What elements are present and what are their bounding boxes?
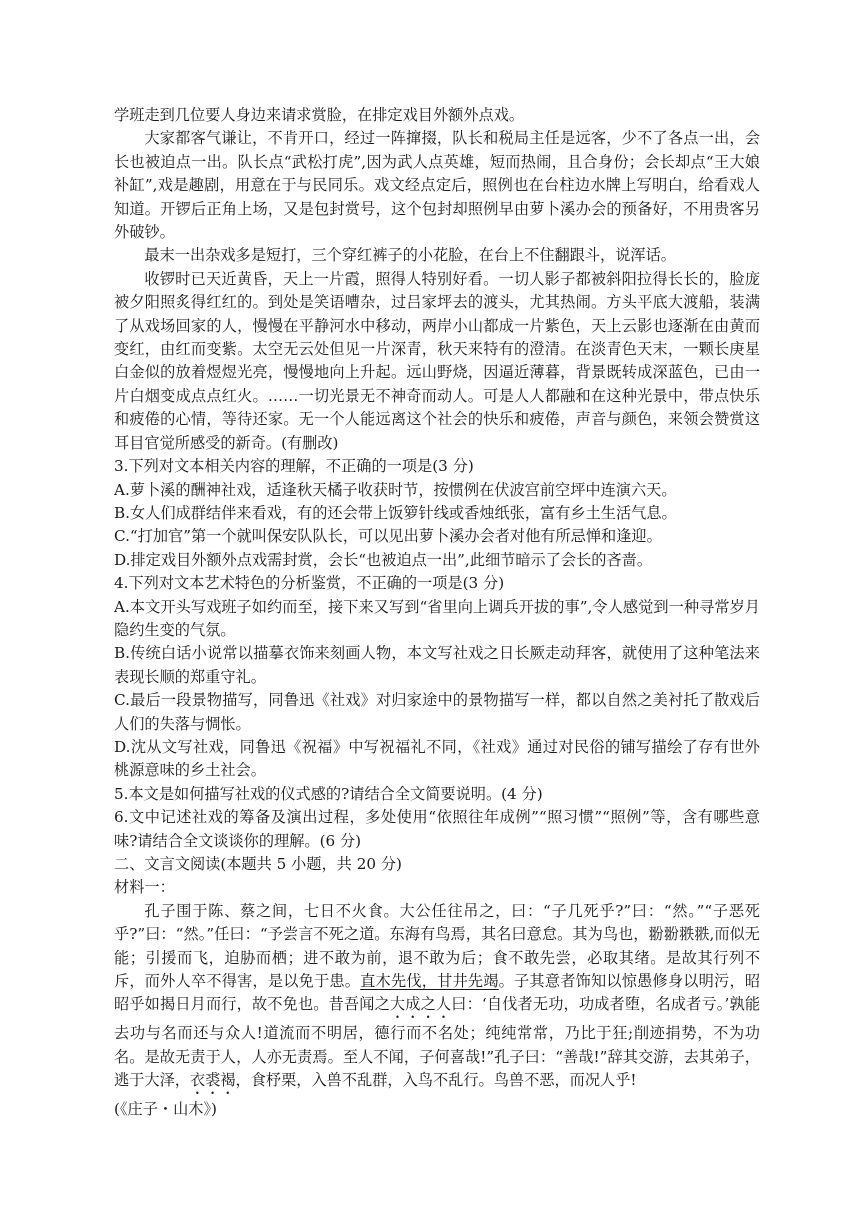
source-citation: (《庄子・山木》): [114, 1100, 217, 1119]
passage-paragraph: 大家都客气谦让，不肯开口，经过一阵撺掇，队长和税局主任是远客，少不了各点一出，会长也被迫点一出。队长点“武松打虎”,因为武人点英雄，短而热闹，且合身份；会长却点“王大娘补缸”,戏是趣剧，用意在于与民同乐。戏文经点定后，照例也在台柱边水牌上写明白，给看戏人知道。开锣后正角上场，又是包封赏号，这个包封却照例早由萝卜溪办会的预备好，不用贵客另外破钞。: [114, 129, 760, 242]
question-stem: 4.下列对文本艺术特色的分析鉴赏，不正确的一项是(3 分): [114, 574, 505, 593]
underlined-phrase: 直木先伐，甘井先竭: [360, 972, 499, 991]
passage-paragraph: 学班走到几位要人身边来请求赏脸，在排定戏目外额外点戏。: [114, 106, 525, 124]
question-stem: 6.文中记述社戏的筹备及演出过程，多处使用“依照往年成例”“照习惯”“照例”等，含有哪些意味?请结合全文谈谈你的理解。(6 分): [114, 808, 760, 850]
answer-option: D.沈从文写社戏，同鲁迅《祝福》中写祝福礼不同，《社戏》通过对民俗的铺写描绘了存有世外桃源意味的乡土社会。: [114, 737, 760, 780]
question-stem: 5.本文是如何描写社戏的仪式感的?请结合全文简要说明。(4 分): [114, 784, 543, 803]
classical-text-part: 孔子围于陈、蔡之间，七日不火食。大公任往吊之，曰：“子几死乎?”曰：“然。”“子恶死乎?”曰：“然。”任曰：“予尝言不死之道。东海有鸟焉，其名曰意怠。其为鸟也，翂翂翐翐,而似无能；引援而飞，迫胁而栖；进不敢为前，退不敢为后；食不敢先尝，必取其绪。是故其行列不斥，而外人卒不得害，是以免于患。: [114, 901, 760, 991]
answer-option: C.“打加官”第一个就叫保安队队长，可以见出萝卜溪办会者对他有所忌惮和逢迎。: [114, 527, 662, 546]
answer-option: A.本文开头写戏班子如约而至，接下来又写到“省里向上调兵开拔的事”,令人感觉到一种寻常岁月隐约生变的气氛。: [114, 597, 760, 639]
answer-option: C.最后一段景物描写，同鲁迅《社戏》对归家途中的景物描写一样，都以自然之美衬托了散戏后人们的失落与惆怅。: [114, 691, 760, 733]
classical-text-part: 曰：‘自伐者无功，功成者堕，名成者亏。’孰能去功与名而还与众人!道流而不明居，德行而不名处；纯纯常常，乃比于狂;削迹捐势，不为功名。是故无责于人，人亦无责焉。至人不闻，子何喜哉!”孔子曰：“善哉!”辞其交游，去其弟子，逃于大泽，: [114, 995, 761, 1090]
question-stem: 3.下列对文本相关内容的理解，不正确的一项是(3 分): [114, 457, 474, 476]
classical-text: [114, 900, 760, 1098]
passage-paragraph: 最末一出杂戏多是短打，三个穿红裤子的小花脸，在台上不住翻跟斗，说浑话。: [144, 246, 676, 265]
section-heading: 二、文言文阅读(本题共 5 小题，共 20 分): [114, 855, 402, 873]
dotted-phrase: 衣裘褐: [189, 1071, 236, 1090]
question-list: [114, 455, 760, 853]
document-page: [114, 104, 760, 1122]
dotted-phrase: 大成之人: [389, 995, 452, 1014]
material-label: 材料一：: [114, 878, 175, 897]
answer-option: B.传统白话小说常以描摹衣饰来刻画人物，本文写社戏之日长厥走动拜客，就使用了这种笔法来表现长顺的郑重守礼。: [114, 644, 760, 686]
story-passages: [114, 104, 760, 455]
passage-paragraph: 收锣时已天近黄昏，天上一片霞，照得人特别好看。一切人影子都被斜阳拉得长长的，脸庞被夕阳照炙得红红的。到处是笑语嘈杂，过吕家坪去的渡头，尤其热闹。方头平底大渡船，装满了从戏场回家的人，慢慢在平静河水中移动，两岸小山都成一片紫色，天上云影也逐渐在由黄而变红，由红而变紫。太空无云处但见一片深青，秋天来特有的澄清。在淡青色天末，一颗长庚星白金似的放着煜煜光亮，慢慢地向上升起。远山野烧，因逼近薄暮，背景既转成深蓝色，已由一片白烟变成点点红火。……一切光景无不神奇而动人。可是人人都融和在这种光景中，带点快乐和疲倦的心情，等待还家。无一个人能远离这个社会的快乐和疲倦，声音与颜色，来领会赞赏这耳目官觉所感受的新奇。(有删改): [114, 269, 760, 452]
answer-option: A.萝卜溪的酬神社戏，适逢秋天橘子收获时节，按惯例在伏波宫前空坪中连演六天。: [114, 480, 677, 499]
classical-text-part: 。子其意者饰知以惊愚修身以明污，昭昭乎如揭日月而行，故不免也。昔吾闻之: [114, 972, 761, 1014]
answer-option: B.女人们成群结伴来看戏，有的还会带上饭箩针线或香烛纸张，富有乡土生活气息。: [114, 503, 677, 522]
classical-text-part: ，食杼栗，入兽不乱群，入鸟不乱行。鸟兽不恶，而况人乎!: [235, 1071, 637, 1090]
answer-option: D.排定戏目外额外点戏需封赏，会长“也被迫点一出”,此细节暗示了会长的吝啬。: [114, 550, 653, 569]
